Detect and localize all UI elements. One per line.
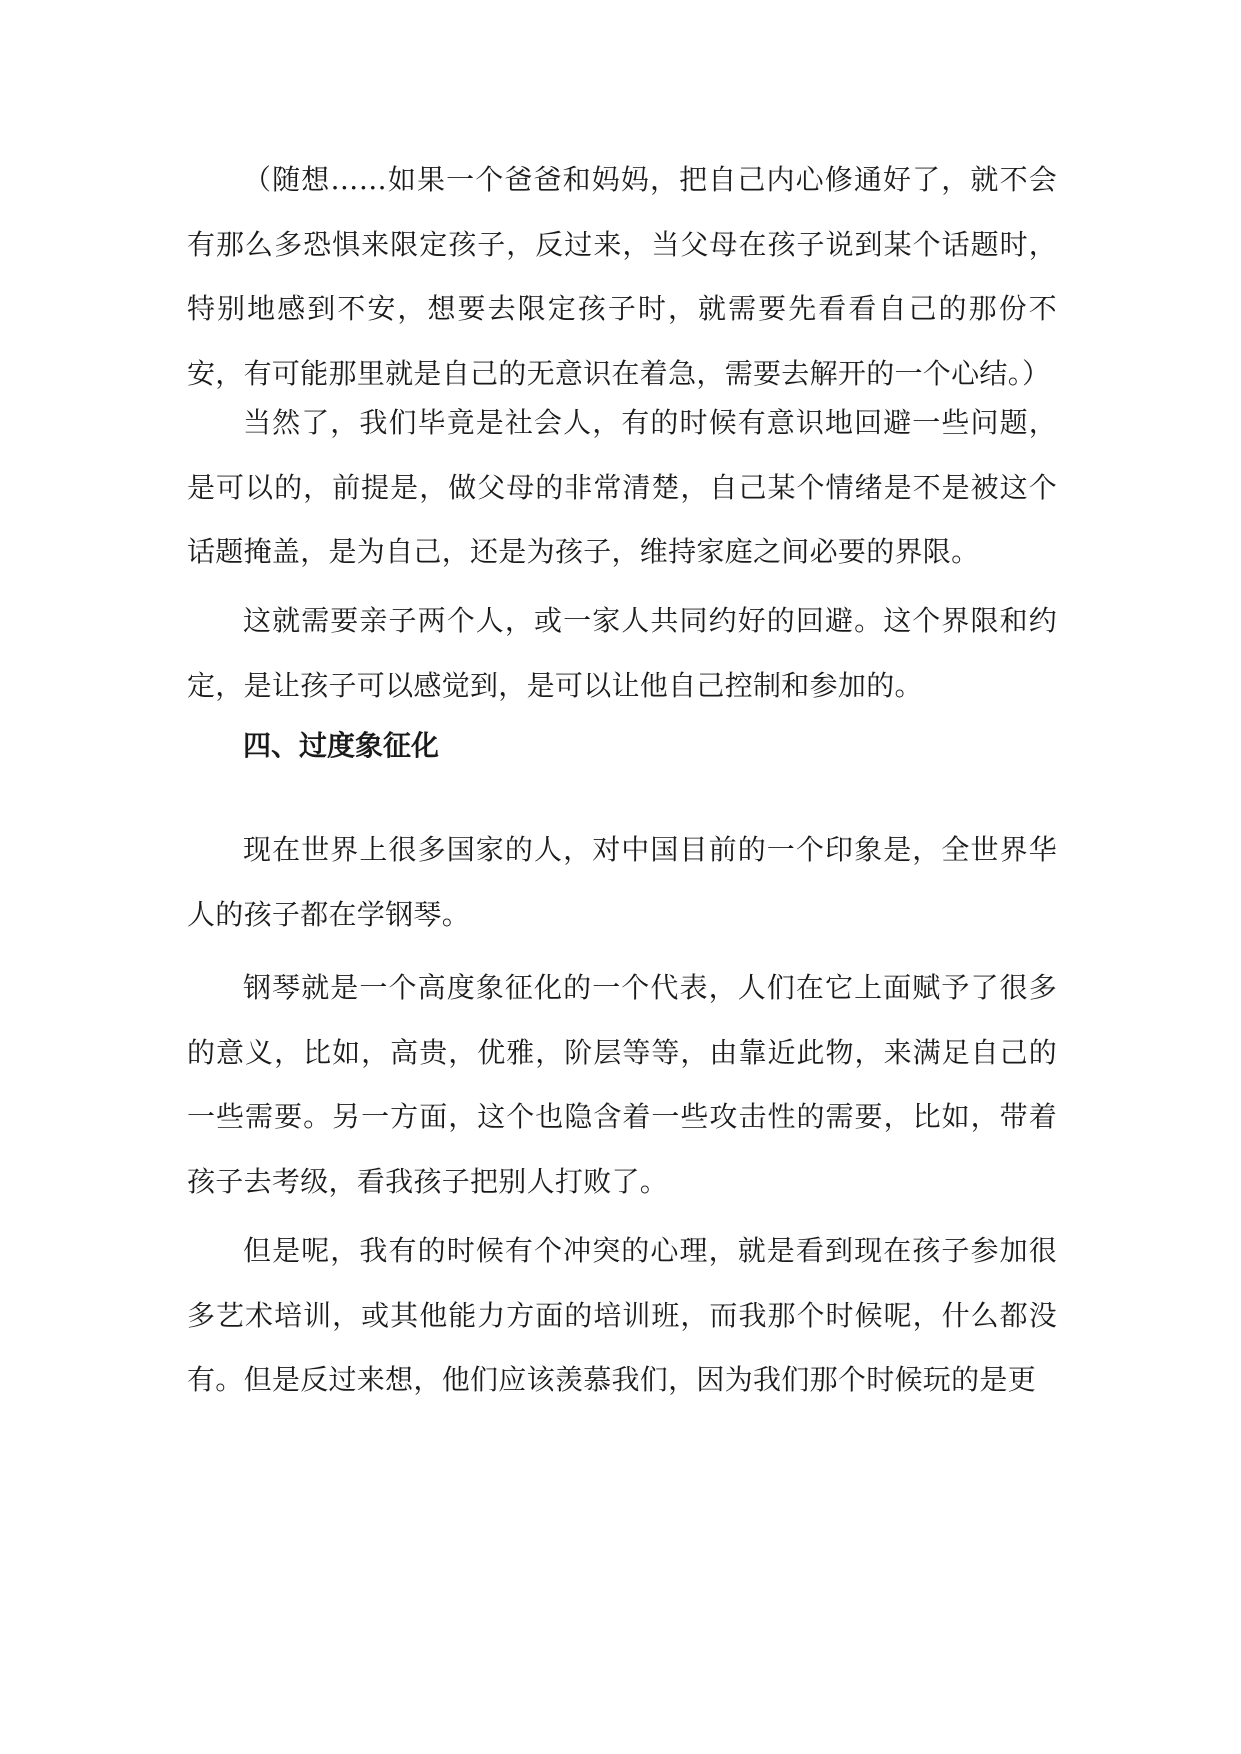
paragraph-conflict: 但是呢，我有的时候有个冲突的心理，就是看到现在孩子参加很多艺术培训，或其他能力方面的培训班，而我那个时候呢，什么都没有。但是反过来想，他们应该羡慕我们，因为我们那个时候玩的是更 [187, 1234, 1057, 1396]
paragraph-agreement: 这就需要亲子两个人，或一家人共同约好的回避。这个界限和约定，是让孩子可以感觉到，是可以让他自己控制和参加的。 [187, 604, 1057, 702]
section-heading: 四、过度象征化 [243, 729, 440, 762]
paragraph-boundaries: 当然了，我们毕竟是社会人，有的时候有意识地回避一些问题，是可以的，前提是，做父母的非常清楚，自己某个情绪是不是被这个话题掩盖，是为自己，还是为孩子，维持家庭之间必要的界限。 [187, 406, 1057, 568]
paragraph-piano-symbol: 钢琴就是一个高度象征化的一个代表，人们在它上面赋予了很多的意义，比如，高贵，优雅，阶层等等，由靠近此物，来满足自己的一些需要。另一方面，这个也隐含着一些攻击性的需要，比如，带着孩子去考级，看我孩子把别人打败了。 [187, 971, 1057, 1198]
paragraph-reflection: （随想……如果一个爸爸和妈妈，把自己内心修通好了，就不会有那么多恐惧来限定孩子，反过来，当父母在孩子说到某个话题时，特别地感到不安，想要去限定孩子时，就需要先看看自己的那份不安，有可能那里就是自己的无意识在着急，需要去解开的一个心结。） [187, 163, 1057, 390]
paragraph-piano-impression: 现在世界上很多国家的人，对中国目前的一个印象是，全世界华人的孩子都在学钢琴。 [187, 833, 1057, 931]
